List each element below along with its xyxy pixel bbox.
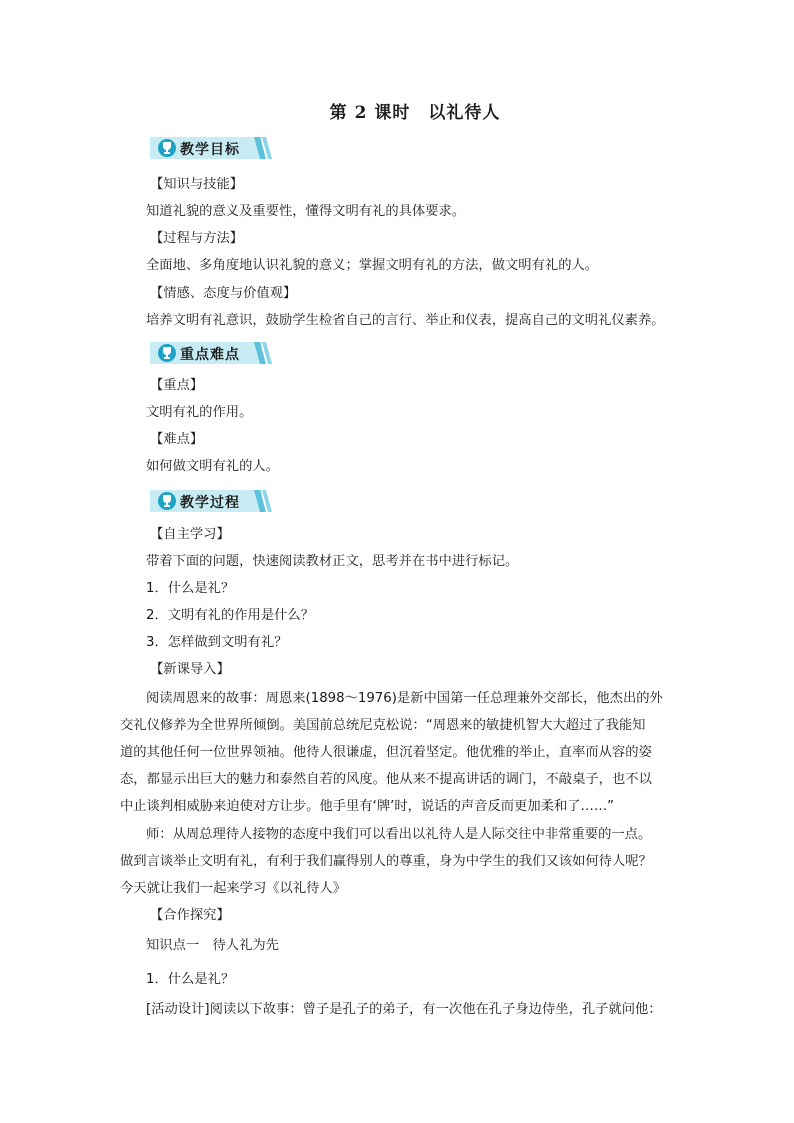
trophy-icon [157,346,177,360]
heading-self-study: 【自主学习】 [150,527,230,542]
heading-cooperative: 【合作探究】 [150,908,230,923]
text-line: 今天就让我们一起来学习《以礼待人》 [120,881,347,896]
section-banner-goals [150,137,270,159]
question-item: 1．什么是礼？ [146,972,235,987]
text-line: 态，都显示出巨大的魅力和泰然自若的风度。他从来不提高讲话的调门，不敲桌子，也不以 [120,772,652,787]
text-line: 全面地、多角度地认识礼貌的意义；掌握文明有礼的方法，做文明有礼的人。 [146,258,599,273]
text-line: 带着下面的问题，快速阅读教材正文，思考并在书中进行标记。 [146,554,519,569]
heading-knowledge: 【知识与技能】 [150,177,244,192]
banner-label: 教学目标 [180,142,240,158]
text-line: 文明有礼的作用。 [146,405,253,420]
text-line: 道的其他任何一位世界领袖。他待人很谦虚，但沉着坚定。他优雅的举止，直率而从容的姿 [120,745,652,760]
banner-label: 重点难点 [180,347,240,363]
text-line: 知道礼貌的意义及重要性，懂得文明有礼的具体要求。 [146,204,466,219]
text-line: 如何做文明有礼的人。 [146,459,279,474]
text-line: 师：从周总理待人接物的态度中我们可以看出以礼待人是人际交往中非常重要的一点。 [146,827,652,842]
section-banner-key-points [150,342,270,364]
banner-label: 教学过程 [180,495,240,511]
page-title: 第 2 课时 以礼待人 [329,103,501,123]
section-banner-process [150,490,270,512]
heading-process-method: 【过程与方法】 [150,231,244,246]
text-line: 中止谈判相威胁来迫使对方让步。他手里有‘牌’时，说话的声音反而更加柔和了……” [120,799,615,814]
text-line: 培养文明有礼意识，鼓励学生检省自己的言行、举止和仪表，提高自己的文明礼仪素养。 [146,313,665,328]
text-line: 阅读周恩来的故事：周恩来(1898～1976)是新中国第一任总理兼外交部长，他杰出的外 [146,691,663,706]
heading-difficulty: 【难点】 [150,432,204,447]
trophy-icon [157,141,177,155]
text-line: 交礼仪修养为全世界所倾倒。美国前总统尼克松说：“周恩来的敏捷机智大大超过了我能知 [120,718,646,733]
heading-key: 【重点】 [150,378,204,393]
knowledge-point-title: 知识点一 待人礼为先 [146,938,279,953]
heading-intro: 【新课导入】 [150,662,230,677]
question-item: 3．怎样做到文明有礼？ [146,635,288,650]
question-item: 1．什么是礼？ [146,581,235,596]
question-item: 2．文明有礼的作用是什么？ [146,608,315,623]
text-line: 做到言谈举止文明有礼，有利于我们赢得别人的尊重，身为中学生的我们又该如何待人呢？ [120,854,652,869]
trophy-icon [157,494,177,508]
heading-emotion: 【情感、态度与价值观】 [150,286,297,301]
text-line: [活动设计]阅读以下故事：曾子是孔子的弟子，有一次他在孔子身边侍坐，孔子就问他： [146,1002,662,1017]
